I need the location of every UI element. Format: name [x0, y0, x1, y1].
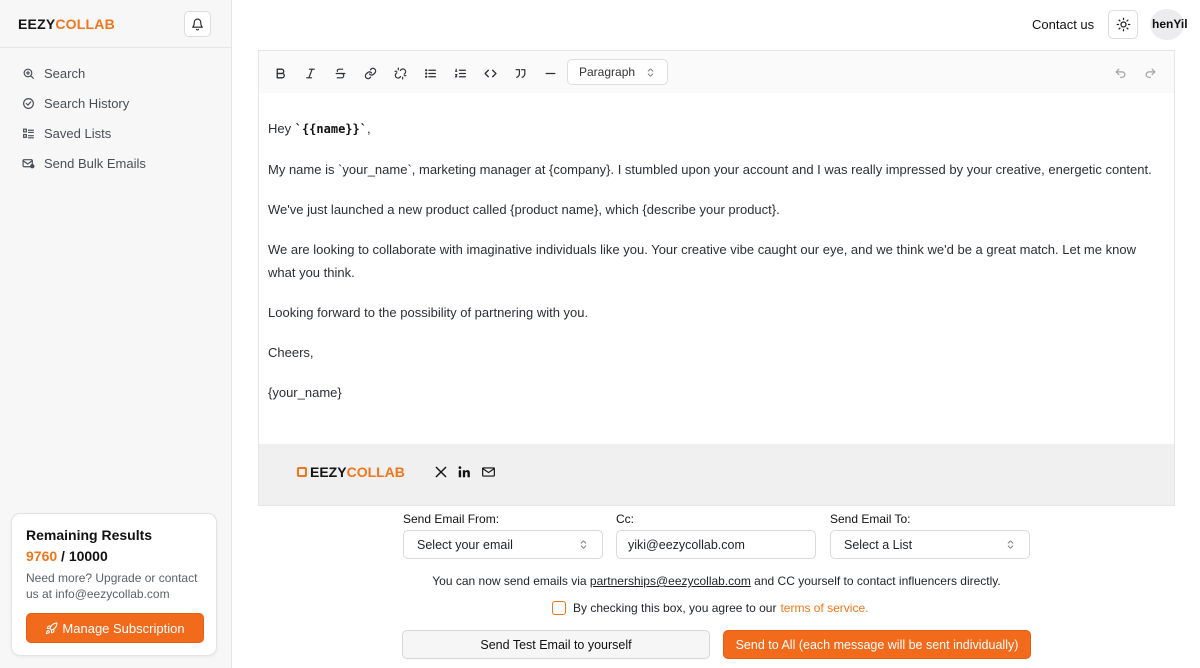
- quote-icon: [514, 67, 527, 80]
- logo-part-2: COLLAB: [55, 16, 115, 32]
- email-editor: [258, 50, 1175, 506]
- editor-toolbar: [259, 51, 1174, 93]
- send-from-select[interactable]: [403, 530, 603, 559]
- terms-agreement: [552, 601, 868, 615]
- italic-button[interactable]: [300, 63, 320, 83]
- send-to-label: Send Email To:: [830, 512, 911, 526]
- undo-icon: [1114, 67, 1127, 80]
- email-icon[interactable]: [480, 464, 496, 480]
- sidebar-item-label: Saved Lists: [44, 125, 112, 141]
- block-type-value: Paragraph: [579, 65, 636, 79]
- email-paragraph: My name is `your_name`, marketing manager at {company}. I stumbled upon your account and I was really impressed by your creative, energetic content.: [268, 162, 1152, 177]
- notifications-button[interactable]: [184, 11, 211, 37]
- redo-icon: [1144, 67, 1157, 80]
- mail-icon: [21, 156, 35, 170]
- italic-icon: [304, 67, 317, 80]
- greeting-text: Hey: [268, 121, 295, 136]
- quote-button[interactable]: [510, 63, 530, 83]
- remaining-count: 9760: [26, 548, 58, 564]
- list-icon: [21, 126, 35, 140]
- send-to-select[interactable]: [830, 530, 1030, 559]
- undo-button[interactable]: [1110, 63, 1130, 83]
- email-greeting: [268, 117, 1158, 141]
- subscription-description: Need more? Upgrade or contact us at info@eezycollab.com: [26, 571, 198, 601]
- footer-logo: [297, 464, 405, 480]
- chevron-up-down-icon: [578, 538, 589, 551]
- email-paragraph: We've just launched a new product called {product name}, which {describe your product}.: [268, 202, 780, 217]
- send-from-value: Select your email: [417, 537, 513, 552]
- results-counter: [26, 548, 202, 564]
- block-type-select[interactable]: [567, 59, 668, 85]
- user-name: henYil: [1152, 17, 1188, 31]
- partnerships-email-link[interactable]: partnerships@eezycollab.com: [589, 574, 751, 588]
- sidebar-item-search-history[interactable]: [0, 88, 231, 118]
- email-signature: {your_name}: [268, 385, 342, 400]
- greeting-punctuation: ,: [366, 121, 371, 136]
- email-paragraph: Looking forward to the possibility of partnering with you.: [268, 305, 589, 320]
- ordered-list-icon: [454, 67, 467, 80]
- name-variable: `{{name}}`: [294, 122, 367, 136]
- send-from-label: Send Email From:: [403, 512, 500, 526]
- user-avatar[interactable]: [1150, 9, 1188, 40]
- bullet-list-button[interactable]: [420, 63, 440, 83]
- sidebar-item-label: Search: [44, 65, 86, 81]
- sidebar-item-label: Search History: [44, 95, 130, 111]
- manage-subscription-label: Manage Subscription: [62, 620, 185, 636]
- chevron-up-down-icon: [645, 66, 656, 79]
- sidebar: [0, 0, 232, 668]
- subscription-title: Remaining Results: [26, 527, 153, 543]
- sidebar-item-search[interactable]: [0, 58, 231, 88]
- manage-subscription-button[interactable]: [26, 613, 204, 643]
- contact-us-link[interactable]: Contact us: [1032, 17, 1095, 32]
- sidebar-item-saved-lists[interactable]: [0, 118, 231, 148]
- rocket-icon: [45, 622, 58, 635]
- theme-toggle-button[interactable]: [1108, 10, 1138, 39]
- email-signoff: Cheers,: [268, 345, 314, 360]
- sidebar-nav: [0, 58, 231, 178]
- code-button[interactable]: [480, 63, 500, 83]
- brand-mark-icon: [297, 467, 307, 477]
- terms-of-service-link[interactable]: terms of service.: [780, 601, 869, 615]
- cc-input[interactable]: [616, 530, 816, 559]
- info-text: and CC yourself to contact influencers directly.: [750, 574, 1001, 588]
- unlink-icon: [394, 67, 407, 80]
- horizontal-rule-button[interactable]: [540, 63, 560, 83]
- app-logo[interactable]: [18, 16, 115, 32]
- email-body[interactable]: [268, 117, 1158, 421]
- logo-part-1: EEZY: [18, 16, 56, 32]
- code-icon: [484, 67, 497, 80]
- chevron-up-down-icon: [1005, 538, 1016, 551]
- total-count: 10000: [68, 548, 108, 564]
- terms-label: By checking this box, you agree to our: [573, 601, 777, 615]
- history-icon: [21, 96, 35, 110]
- send-to-all-button[interactable]: [723, 630, 1031, 659]
- bell-icon: [191, 18, 204, 31]
- sidebar-item-send-bulk-emails[interactable]: [0, 148, 231, 178]
- bullet-list-icon: [424, 67, 437, 80]
- partnerships-info: [258, 574, 1175, 588]
- send-test-email-button[interactable]: [402, 630, 710, 659]
- sidebar-item-label: Send Bulk Emails: [44, 155, 146, 171]
- bold-button[interactable]: [270, 63, 290, 83]
- info-text: You can now send emails via: [432, 574, 590, 588]
- cc-value: yiki@eezycollab.com: [628, 537, 745, 552]
- email-footer: [259, 444, 1174, 505]
- horizontal-rule-icon: [544, 67, 557, 80]
- top-bar: [232, 0, 1200, 48]
- subscription-card: [11, 513, 217, 656]
- sun-icon: [1116, 17, 1131, 32]
- unlink-button[interactable]: [390, 63, 410, 83]
- footer-logo-part-1: EEZY: [310, 464, 347, 480]
- redo-button[interactable]: [1140, 63, 1160, 83]
- footer-logo-part-2: COLLAB: [346, 464, 405, 480]
- link-button[interactable]: [360, 63, 380, 83]
- cc-label: Cc:: [616, 512, 634, 526]
- send-to-value: Select a List: [844, 537, 913, 552]
- ordered-list-button[interactable]: [450, 63, 470, 83]
- linkedin-icon[interactable]: [456, 464, 472, 480]
- strikethrough-icon: [334, 67, 347, 80]
- x-twitter-icon[interactable]: [433, 464, 449, 480]
- search-icon: [21, 66, 35, 80]
- send-to-all-label: Send to All (each message will be sent individually): [735, 637, 1019, 652]
- brand-row: [0, 0, 231, 48]
- strikethrough-button[interactable]: [330, 63, 350, 83]
- counter-separator: /: [57, 548, 69, 564]
- send-test-email-label: Send Test Email to yourself: [480, 637, 632, 652]
- bold-icon: [274, 67, 287, 80]
- terms-checkbox[interactable]: [552, 601, 566, 615]
- email-paragraph: We are looking to collaborate with imaginative individuals like you. Your creative vibe caught our eye, and we think we'd be a great match. Let me know what you think.: [268, 242, 1136, 280]
- link-icon: [364, 67, 377, 80]
